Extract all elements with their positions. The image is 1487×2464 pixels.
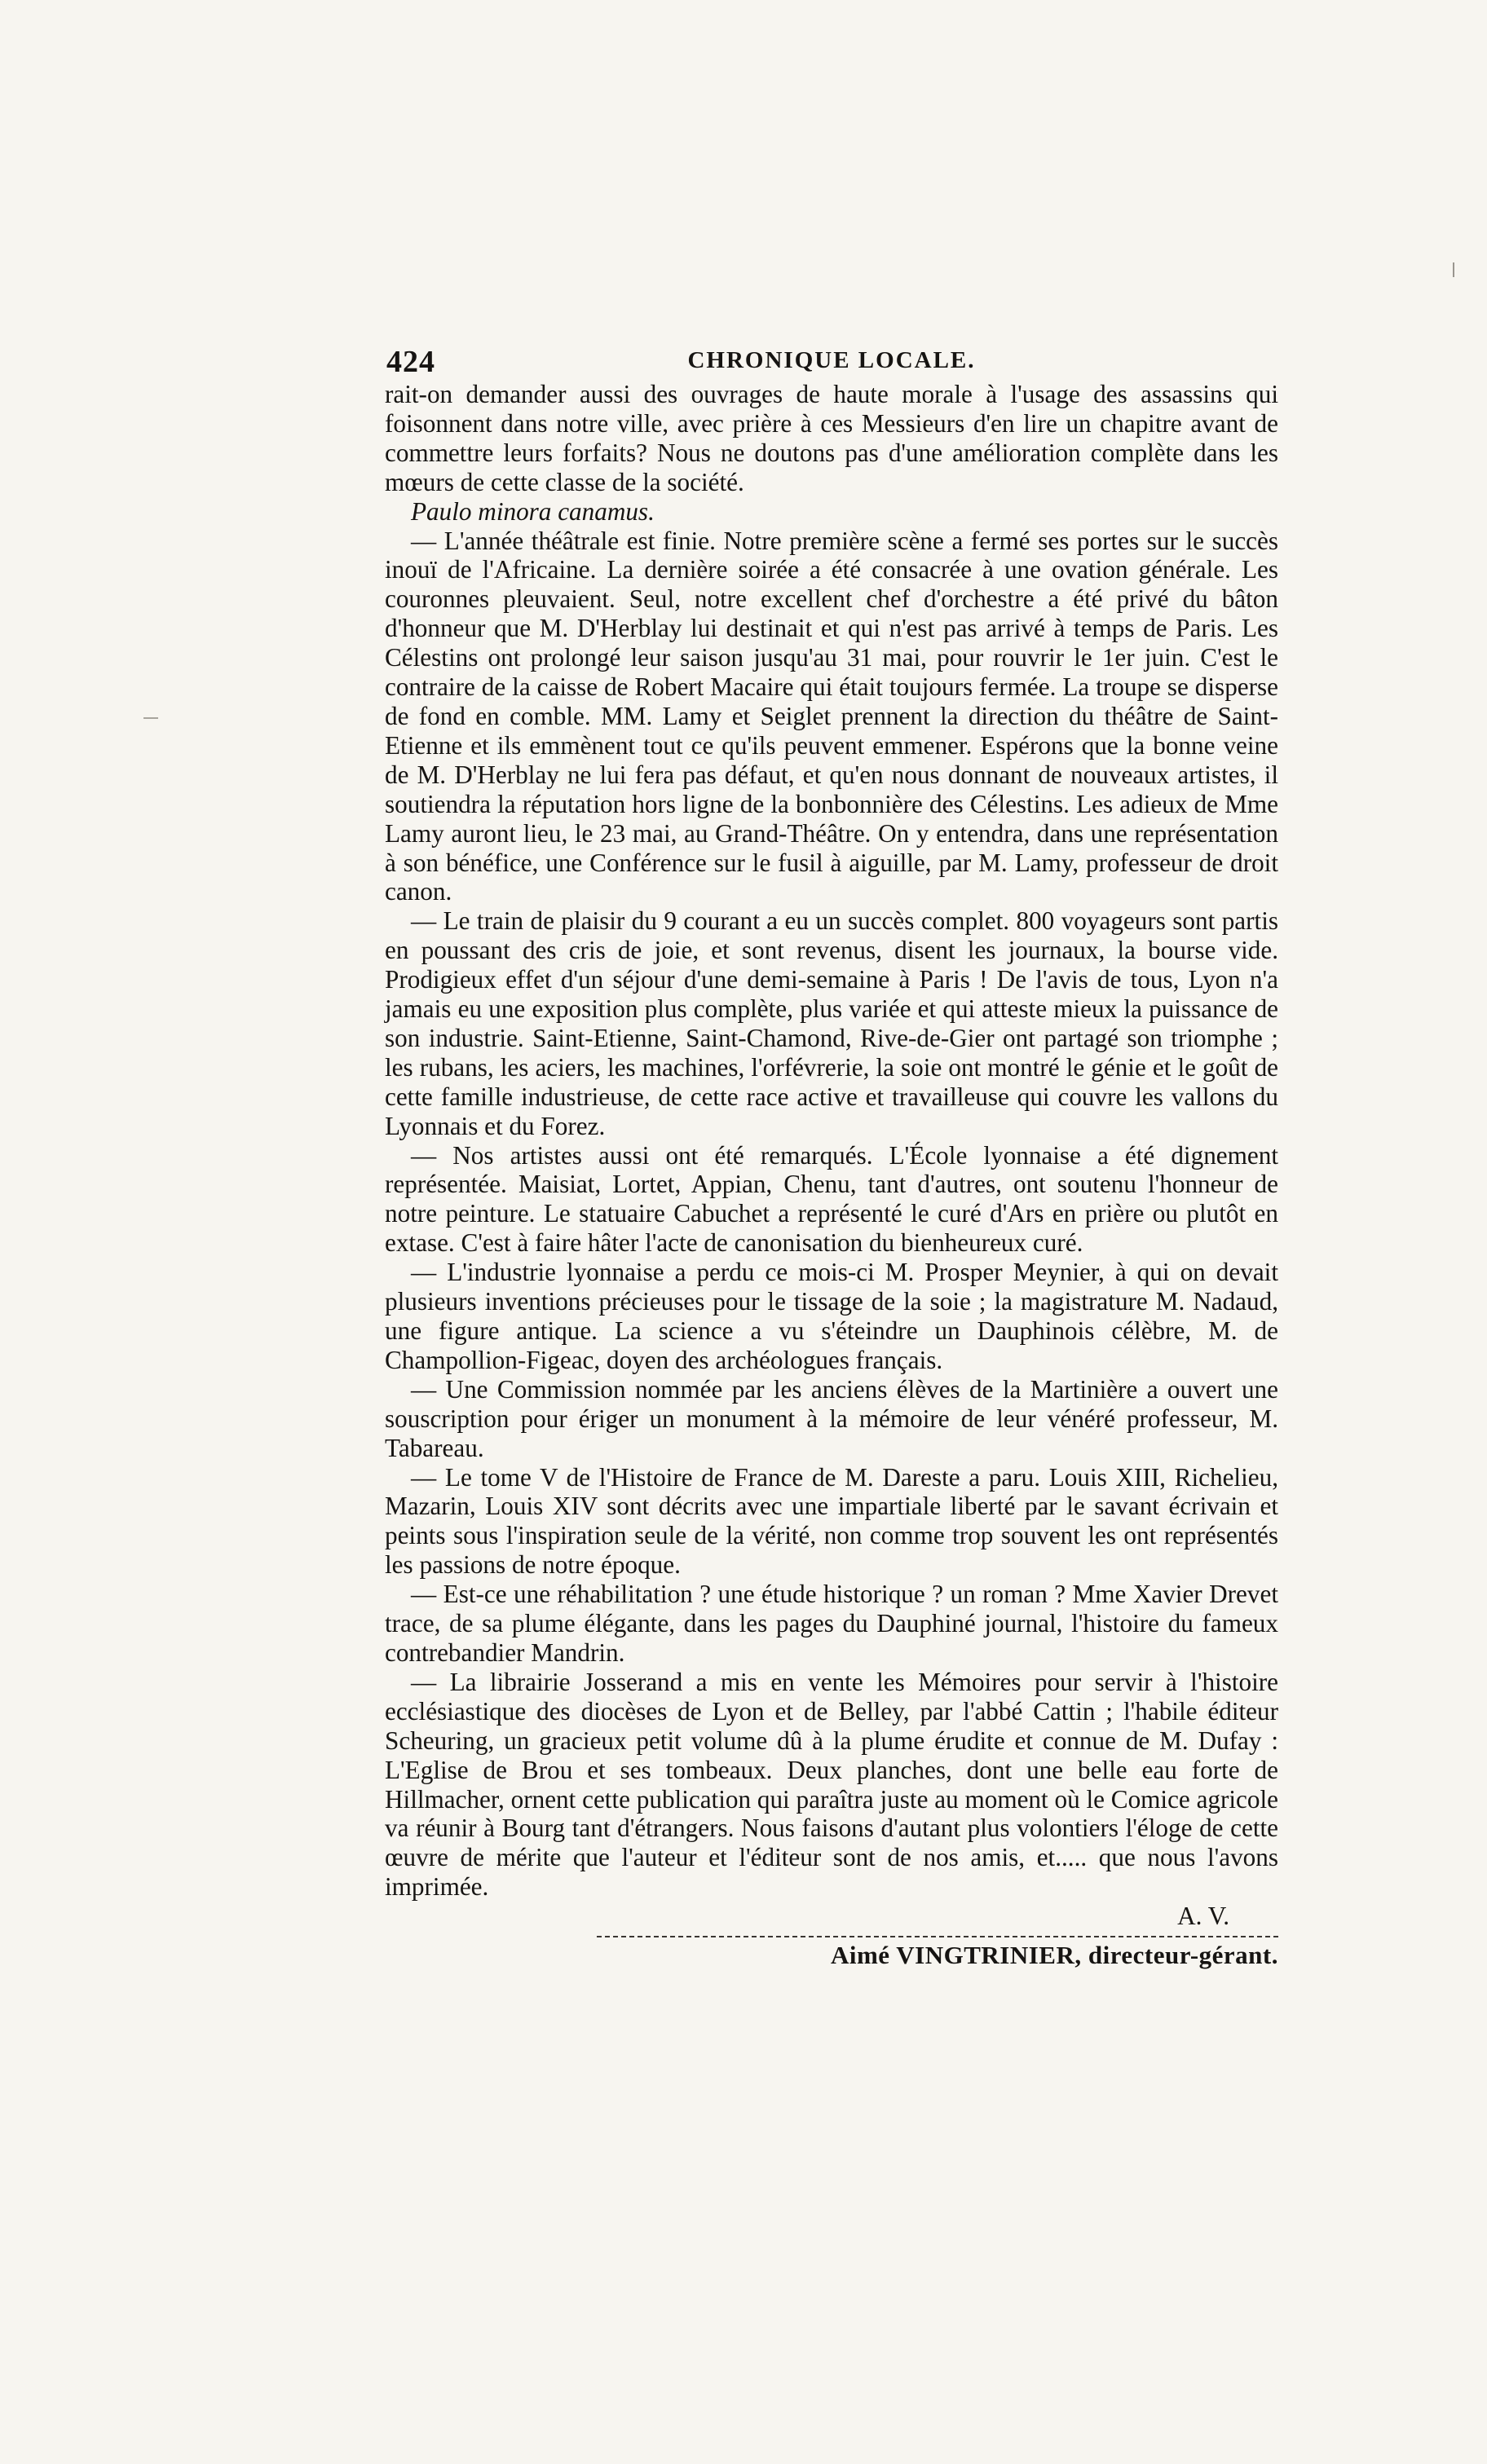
paragraph: — Est-ce une réhabilitation ? une étude historique ? un roman ? Mme Xavier Drevet trace, de sa plume élégante, dans les pages du Dauphiné journal, l'histoire du fameux contrebandier Mandrin. [385,1580,1278,1667]
text-column [385,341,1278,1972]
paragraph: — L'industrie lyonnaise a perdu ce mois-ci M. Prosper Meynier, à qui on devait plusieurs inventions précieuses pour le tissage de la soie ; la magistrature M. Nadaud, une figure antique. La science a vu s'éteindre un Dauphinois célèbre, M. de Champollion-Figeac, doyen des archéologues français. [385,1258,1278,1374]
page-number: 424 [386,345,435,379]
director-credit: Aimé VINGTRINIER, directeur-gérant. [830,1941,1278,1970]
paragraph: rait-on demander aussi des ouvrages de haute morale à l'usage des assassins qui foisonnent dans notre ville, avec prière à ces Messieurs d'en lire un chapitre avant de commettre leurs forfaits? Nous ne doutons pas d'une amélioration complète dans les mœurs de cette classe de la société. [385,380,1278,496]
paragraph: — La librairie Josserand a mis en vente les Mémoires pour servir à l'histoire ecclésiastique des diocèses de Lyon et de Belley, par l'abbé Cattin ; l'habile éditeur Scheuring, un gracieux petit volume dû à la plume érudite et connue de M. Dufay : L'Eglise de Brou et ses tombeaux. Deux planches, dont une belle eau forte de Hillmacher, ornent cette publication qui paraîtra juste au moment où le Comice agricole va réunir à Bourg tant d'étrangers. Nous faisons d'autant plus volontiers l'éloge de cette œuvre de mérite que l'auteur et l'éditeur sont de nos amis, et..... que nous l'avons imprimée. [385,1667,1278,1902]
paragraph: — Nos artistes aussi ont été remarqués. L'École lyonnaise a été dignement représentée. Maisiat, Lortet, Appian, Chenu, tant d'autres, ont soutenu l'honneur de notre peinture. Le statuaire Cabuchet a représenté le curé d'Ars en prière ou plutôt en extase. C'est à faire hâter l'acte de canonisation du bienheureux curé. [385,1140,1278,1258]
paragraph: — Le tome V de l'Histoire de France de M. Dareste a paru. Louis XIII, Richelieu, Mazarin, Louis XIV sont décrits avec une impartiale liberté par le savant écrivain et peints sous l'inspiration seule de la vérité, non comme trop souvent les ont représentés les passions de notre époque. [385,1462,1278,1580]
page-footer [385,1936,1278,1972]
paragraph: Paulo minora canamus. [411,496,655,526]
page-header [385,341,1278,380]
paragraph: — Le train de plaisir du 9 courant a eu un succès complet. 800 voyageurs sont partis en poussant des cris de joie, et sont revenus, disent les journaux, la bourse vide. Prodigieux effet d'un séjour d'une demi-semaine à Paris ! De l'avis de tous, Lyon n'a jamais eu une exposition plus complète, plus variée et qui atteste mieux la puissance de son industrie. Saint-Etienne, Saint-Chamond, Rive-de-Gier ont partagé son triomphe ; les rubans, les aciers, les machines, l'orfévrerie, la soie ont montré le génie et le goût de cette famille industrieuse, de cette race active et travailleuse qui couvre les vallons du Lyonnais et du Forez. [385,906,1278,1140]
footer-rule [597,1936,1278,1937]
scan-mark [143,717,158,719]
paragraph: — Une Commission nommée par les anciens élèves de la Martinière a ouvert une souscription pour ériger un monument à la mémoire de leur vénéré professeur, M. Tabareau. [385,1374,1278,1462]
signature: A. V. [1177,1902,1229,1931]
scan-mark [1453,262,1454,277]
article-body [385,380,1278,1931]
paragraph: — L'année théâtrale est finie. Notre première scène a fermé ses portes sur le succès inouï de l'Africaine. La dernière soirée a été consacrée à une ovation générale. Les couronnes pleuvaient. Seul, notre excellent chef d'orchestre a été privé du bâton d'honneur que M. D'Herblay lui destinait et qui n'est pas arrivé à temps de Paris. Les Célestins ont prolongé leur saison jusqu'au 31 mai, pour rouvrir le 1er juin. C'est le contraire de la caisse de Robert Macaire qui était toujours fermée. La troupe se disperse de fond en comble. MM. Lamy et Seiglet prennent la direction du théâtre de Saint-Etienne et ils emmènent tout ce qu'ils peuvent emmener. Espérons que la bonne veine de M. D'Herblay ne lui fera pas défaut, et qu'en nous donnant de nouveaux artistes, il soutiendra la réputation hors ligne de la bonbonnière des Célestins. Les adieux de Mme Lamy auront lieu, le 23 mai, au Grand-Théâtre. On y entendra, dans une représentation à son bénéfice, une Conférence sur le fusil à aiguille, par M. Lamy, professeur de droit canon. [385,526,1278,906]
running-head: CHRONIQUE LOCALE. [687,347,976,373]
